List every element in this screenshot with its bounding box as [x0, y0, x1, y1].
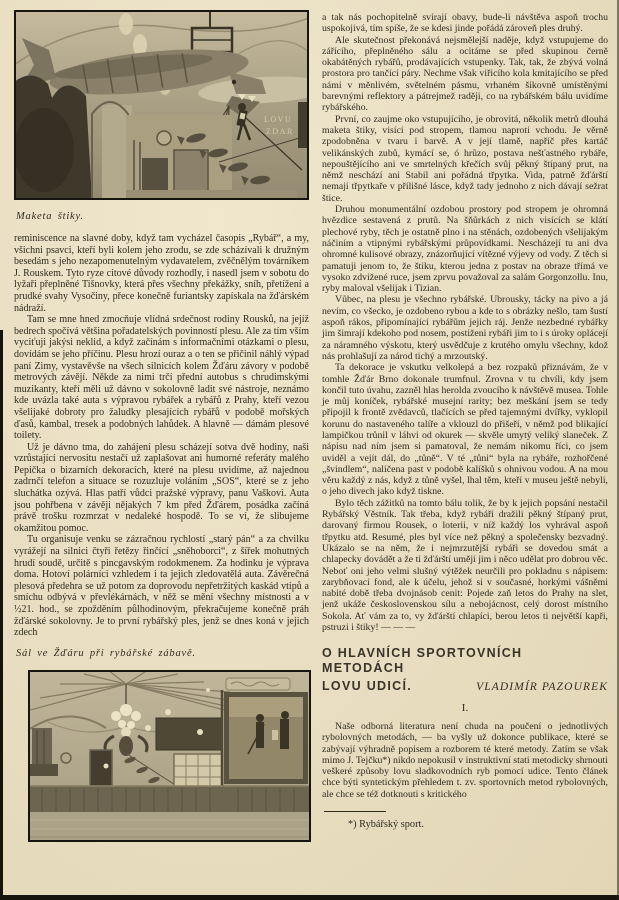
scan-edge-bottom	[0, 895, 619, 900]
footnote-rule	[324, 811, 386, 812]
article-title-row	[322, 681, 608, 693]
photo2-caption: Sál ve Žďáru při rybářské zábavě.	[16, 647, 196, 659]
body-paragraph: reminiscence na slavné doby, když tam vycházel časopis „Rybář“, a my, všichni psavci, kteří byli kolem jeho zrodu, se zde scházívali k družným besedám s jeho nezapomenutelným vydavatelem, zvěčnělým továrníkem J. Rouskem. Tyto ryze citové důvody rozhodly, i nasedl jsem v sobotu do lyžaři přeplněné Tišnovky, která přes všechny překážky, sníh, přetížení a prudké svahy Vysočiny, přece konečně furiantsky zapískala na žďárském nádraží.	[14, 233, 309, 314]
article-title-continued: LOVU UDICÍ.	[322, 679, 412, 694]
body-paragraph: Už je dávno tma, do zahájení plesu scházejí sotva dvě hodiny, naši vzrůstající nervositu nestačí už zaplašovat ani humorné referáty malého Pepička o bizarních dekoracích, které na plesu uvidíme, až najednou zadrnčí telefon a situace se rozuzluje voláním „SOS“, které se z jeho sluchátka ozývá. Hlas patří vůdci pražské výpravy, panu Vaškovi. Auta jsou pohřbena v závěji nějakých 7 km před Žďárem, posádka začíná právě trošku rozmrzat v nedaleké hospodě. To se ví, že slibujeme okamžitou pomoc.	[14, 441, 309, 534]
section-number: I.	[461, 701, 469, 714]
article-author: VLADIMÍR PAZOUREK	[476, 681, 608, 694]
body-paragraph: Tam se mne hned zmocňuje vlídná srdečnost rodiny Rousků, na jejíž bedrech spočívá většina pořadatelských povinností plesu. Ale za tím vším vyciťuji jakýsi neklid, a když začínám s informačními otázkami o plesu, dovídám se jeho příčinu. Plesu hrozí ouraz a o ten se přičinil náhlý výpad paní Zimy, vystavěvše na všech silnicích kolem Žďáru závory v podobě metrových závějí. Někde za nimi trčí přední autobus s chrudimskými muzikanty, kteří měli už dávno v sokolovně ladit své nástroje, neznámo kde uvázla také auta s výpravou rybářek a rybářů z Prahy, kteří vezou všelijaké dobroty pro žaludky plesajících rybářů v podobě mořských ďasů, kambal, tresek a podobných lahůdek. A hlavně — dámám plesové toilety.	[14, 314, 309, 442]
body-paragraph: První, co zaujme oko vstupujícího, je obrovitá, několik metrů dlouhá maketa štiky, visící pod stropem, tlamou naproti vchodu. Je věrně zpodobněna v tvaru i barvě. A v její tlamě, napříč přes kartáč velikánských zubů, kymácí se, ó hrůzo, postava nešťastného rybáře, nepouštějícího ani ve smrtelných křečích svůj pěkný štípaný prut, na němž neschází ani Stabil ani pořádná třpytka. Vida, patrně žďárští nemají třpytkaře v přílišné lásce, když tady jednoho z nich dávají sežrat štice.	[322, 113, 608, 204]
photo-sal-ve-zdaru	[28, 670, 309, 842]
body-paragraph: Tu organisuje venku se zázračnou rychlostí „starý pán“ a za chvilku vyrážejí na silnici čtyři řetězy řinčící „sněhoborci“, z šířek mohutných hrudí soudě, určitě s pincgavským rodokmenem. Za hodinku je výprava doma. Hotoví polárníci vzhledem i ta jejich zledovatělá auta. Závěrečná plesová předehra se už potom za doprovodu nepřetržitých kaskád vtipů a smíchu odbývá v převlékárnách, v něž se mění všechny místnosti a v ½21. hod., se zpožděním půlhodinovým, překračujeme konečně práh žďárské sokolovny. Je to první rybářský ples, jenž se dnes koná v jejich zdech	[14, 534, 309, 639]
photo-sign-text-line1: LOVU	[264, 115, 293, 124]
article-sporting-methods	[322, 646, 608, 830]
photo-sign-text-line2: ZDAR	[266, 127, 294, 136]
body-paragraph: Bylo těch zážitků na tomto bálu tolik, že by k jejich popsání nestačil Rybářský Věstník. Tak třeba, když rybáři dražili pěkný štípaný prut, darovaný firmou Rousek, o loterii, v níž každý los vyhrával aspoň třpytku atd. Resumé, ples byl více než pěkný a společensky bezvadný. Ukázalo se na něm, že i nejmrzutější rybáři se dovedou smát a chlapecky dovádět a že ti žďárští umějí jim i něco udělat pro dobrou věc. Neboť oni jeho velmi slušný výtěžek neurčili pro pokladnu s nápisem: zarybňovací fond, ale k účelu, jehož si v současné, horkými vášněmi nabité době třeba dvojnásob cenit: Pojede zaň letos do Prahy na slet, jenž ukáže československou sílu a nebojácnost, celý dorost místního Sokola. Ať vám za to, vy žďárští chlapíci, berou letos ti největší kapři, pstruzi i štiky! — — —	[322, 497, 608, 634]
footnote-text: *) Rybářský sport.	[348, 819, 424, 830]
body-paragraph: a tak nás pochopitelně svírají obavy, bude-li návštěva aspoň trochu uspokojivá, tím spíše, že se kdesi jinde pořádá zároveň ples druhý.	[322, 12, 608, 35]
left-column	[14, 10, 309, 842]
body-paragraph: Ta dekorace je vskutku velkolepá a bez rozpaků přiznávám, že v tomhle Žďár Brno dokonale trumfnul. Zrovna v tu chvíli, kdy jsem končil tuto úvahu, zazněl hlas herolda zvoucího k návštěvě musea. Tohle je můj koníček, rybářské musejní rarity; bez meškání jsem se tedy připojil k frontě zvědavců, tlačících se před tajemnými dvířky, vyklopil korunu do nastaveného talíře a vklouzl do přišeří, v němž pod blikající lampičkou trůnil v láhvi od okurek — skvěle umytý veliký slaneček. Z nápisu nad ním jsem si pamatoval, že nemám nikomu říci, co jsem uviděl a vejít dál, do „tůně“. V té „tůni“ byla na rybáře, rozhořčené „švindlem“, nalíčena past v podobě kalíšků s ohnivou vodou. A na mou věru každý z nás, když z tůně vyšel, lhal těm, kteří v museu ještě nebyli, o jeho divech jako když tiskne.	[322, 362, 608, 498]
footnote	[322, 811, 608, 830]
body-paragraph: Vůbec, na plesu je všechno rybářské. Ubrousky, tácky na pivo a já nevím, co všecko, je ozdobeno rybou a kde to s obrázky nešlo, tam šustí aspoň rákos, připomínající rybářům jejich ráj. Jenže nezbedné rybářky jim šimrají kdekoho pod nosem, postiženi rybáři jim to i s úroky oplácejí za náramného výskotu, který usvědčuje z krutého omylu všechny, kdož nás prohlašují za národ tichý a mrzoutský.	[322, 294, 608, 362]
right-column	[322, 12, 608, 830]
photo-maketa-stiky	[14, 10, 309, 200]
article-title: O HLAVNÍCH SPORTOVNÍCH METODÁCH	[322, 646, 523, 676]
body-paragraph: Naše odborná literatura není chuda na poučení o jednotlivých rybolovných metodách, — ba vyšly už dokonce publikace, které se zabývají výhradně popisem a rozborem té které metody. Zatím se však mimo J. Tejčku*) nikdo nepokusil v instruktivní stati metodicky shrnouti veškeré způsoby lovu sladkovodních ryb pomocí udice. Tento článek chce býti syntetickým přehledem t. zv. sportovních metod rybolovných, ale chce se též dotknouti s kritického	[322, 720, 608, 800]
photo1-caption: Maketa štiky.	[16, 211, 84, 222]
body-paragraph: Ale skutečnost překonává nejsmělejší naděje, když vstupujeme do zářícího, přeplněného sálu a ocitáme se před skupinou černě okabátěných rybářů, prodávajících vstupenky. Tak, tak, že zbývá volná prostora pro tančící páry. Nechme však viřicího kola kmitajícího se před námi v měnlivém, světelném pásmu, vrhaném šikovně umístěnými barevnými reflektory a pátrejmež raději, co na rybářském bálu uvidíme rybářského.	[322, 34, 608, 114]
body-paragraph: Druhou monumentální ozdobou prostory pod stropem je ohromná hvězdice sestavená z prutů. Na šňůrkách z nich visících se klátí plechové ryby, těch je ostatně plno i na stěnách, ozdobených všelijakým náčiním a vtipnými rybářskými průpovídkami. Nescházejí tu ani dva ohromné kulisové obrazy, znázorňující vítězné výjevy od vody. Z těch si pamatuji jenom to, že štiku, kterou jedna z postav na obraze třímá ve vysoko zdvižené ruce, jsem zprvu považoval za salám Gorgonzollu. Inu, ryby maloval všelijak i Tizian.	[322, 204, 608, 295]
scan-edge-left	[0, 330, 3, 900]
